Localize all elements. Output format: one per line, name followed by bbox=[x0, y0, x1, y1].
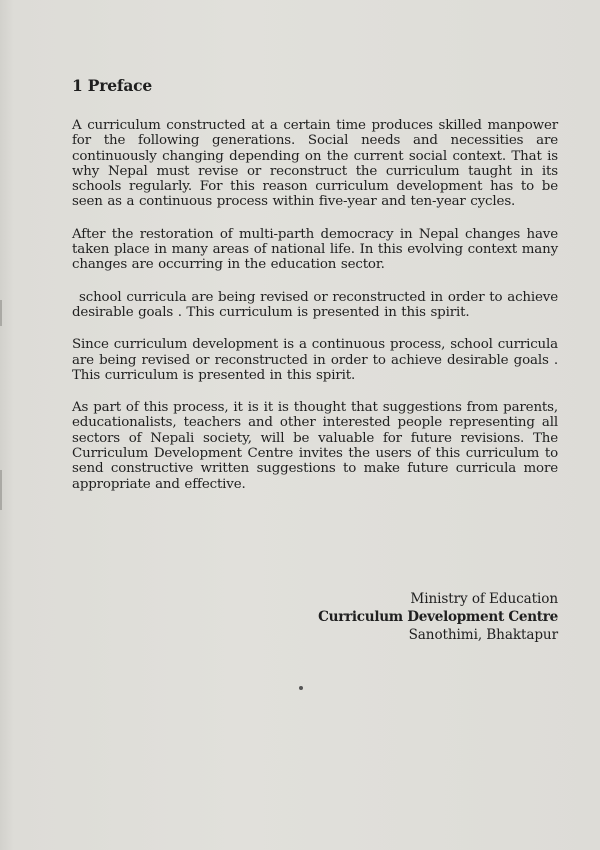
signature-centre: Curriculum Development Centre bbox=[318, 609, 558, 625]
preface-heading: 1 Preface bbox=[72, 76, 153, 95]
signature-location: Sanothimi, Bhaktapur bbox=[408, 627, 558, 643]
paragraph-1: A curriculum constructed at a certain time produces skilled manpower for the following generations. Social needs and necessities are continuously changing depending on the current social context. That is why Nepal must revise or reconstruct the curriculum taught in its schools regularly. For this reason curriculum development has to be seen as a continuous process within five-year and ten-year cycles. bbox=[72, 118, 558, 210]
signature-ministry: Ministry of Education bbox=[410, 591, 558, 607]
paragraph-4: Since curriculum development is a continuous process, school curricula are being revised or reconstructed in order to achieve desirable goals . This curriculum is presented in this spirit. bbox=[72, 337, 558, 383]
paragraph-2: After the restoration of multi-parth democracy in Nepal changes have taken place in many areas of national life. In this evolving context many changes are occurring in the education sector. bbox=[72, 226, 558, 273]
paragraph-5: As part of this process, it is it is thought that suggestions from parents, educationalists, teachers and other interested people representing all sectors of Nepali society, will be valuable for future revisions. The Curriculum Development Centre invites the users of this curriculum to send constructive written suggestions to make future curricula more appropriate and effective. bbox=[72, 400, 558, 492]
page-speck bbox=[299, 686, 303, 690]
preface-content bbox=[72, 76, 558, 509]
signature-block bbox=[318, 590, 558, 644]
page-edge-mark bbox=[0, 470, 2, 510]
page-edge-mark bbox=[0, 300, 2, 326]
paragraph-3: school curricula are being revised or reconstructed in order to achieve desirable goals . This curriculum is presented in this spirit. bbox=[72, 289, 558, 320]
